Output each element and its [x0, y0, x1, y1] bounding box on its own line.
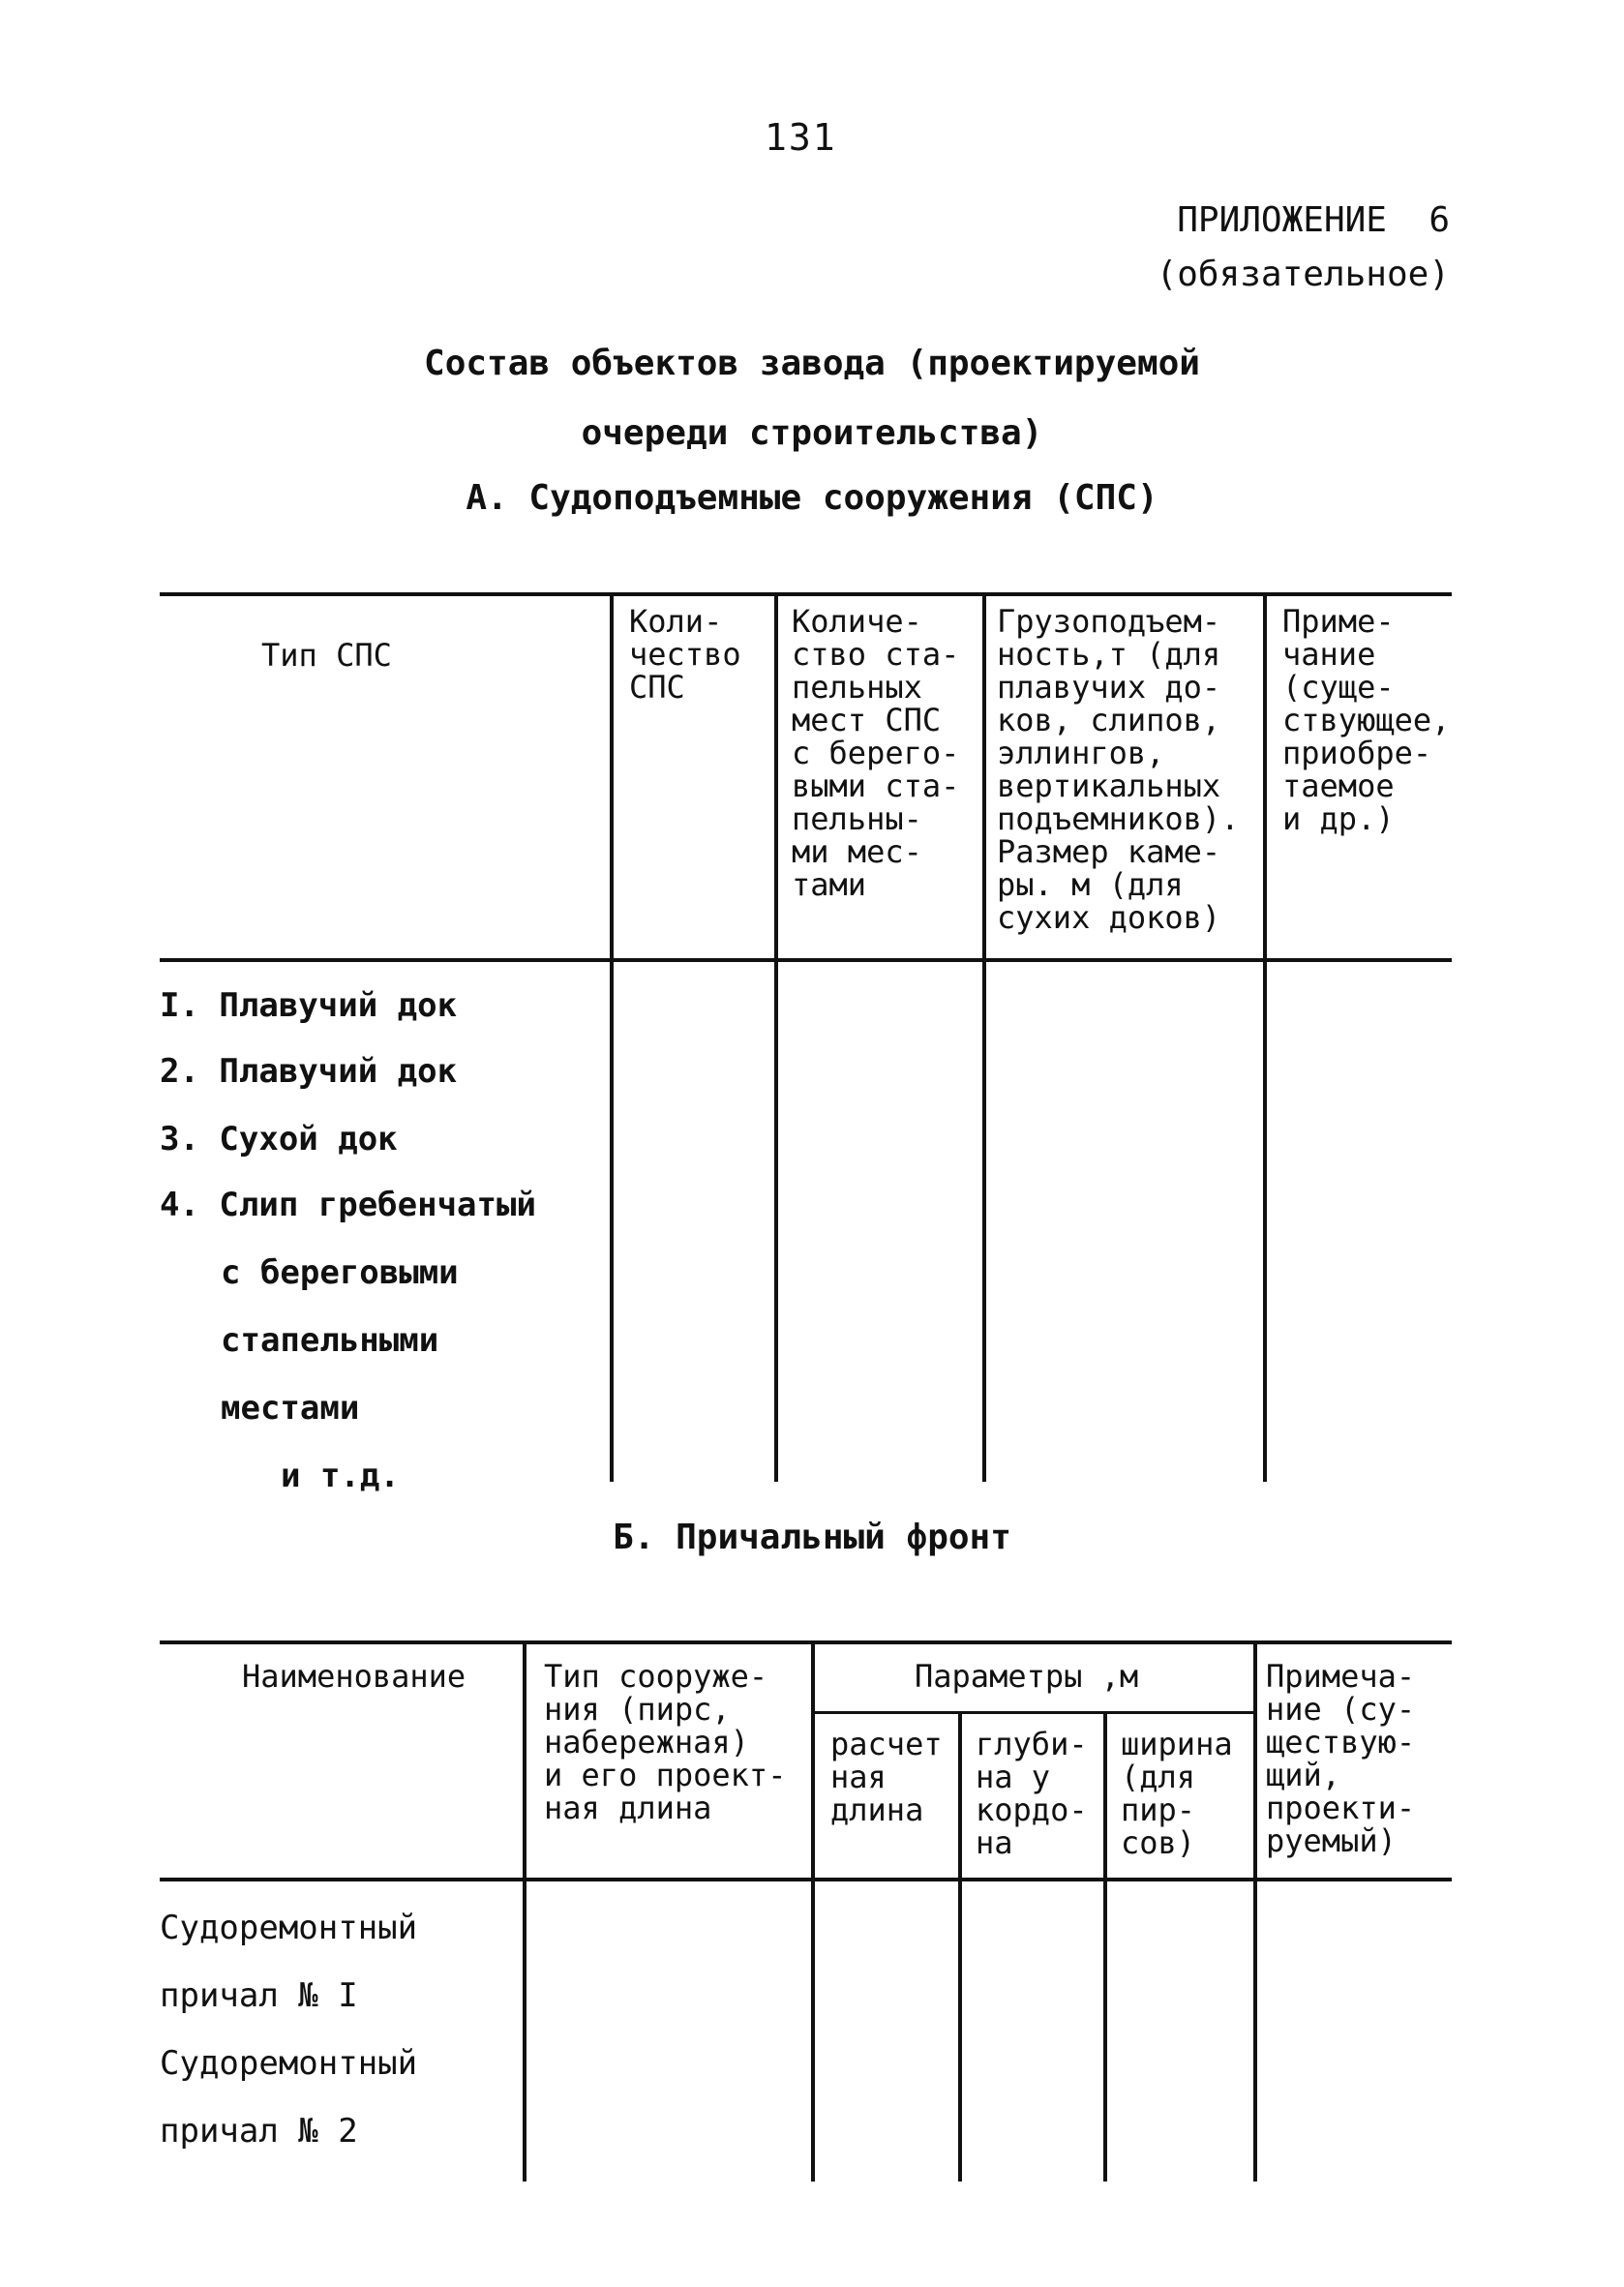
table-a-divider — [1263, 596, 1267, 1482]
table-b-subheader-width: ширина (для пир- сов) — [1121, 1726, 1233, 1861]
table-b-divider — [958, 1711, 962, 2182]
table-b-params-rule — [811, 1711, 1256, 1714]
table-b-row: причал № 2 — [160, 2112, 358, 2151]
section-b-heading: Б. Причальный фронт — [613, 1518, 1011, 1557]
table-a-row: местами — [221, 1389, 360, 1428]
table-b-header-note: Примеча- ние (су- ществую- щий, проекти- руемый) — [1266, 1658, 1416, 1859]
table-a-header-capacity: Грузоподъем- ность,т (для плавучих до- ков, слипов, эллингов, вертикальных подъемников). Размер каме- ры. м (для сухих доков) — [997, 603, 1240, 936]
table-a-header-berths: Количе- ство ста- пельных мест СПС с берего- выми ста- пельны- ми мес- тами — [792, 603, 960, 903]
table-b-row: Судоремонтный — [160, 1909, 418, 1947]
table-b-subheader-depth: глуби- на у кордо- на — [976, 1726, 1088, 1861]
table-a-top-rule — [160, 592, 1452, 596]
table-a-header-count: Коли- чество СПС — [629, 603, 741, 706]
document-title-line2: очереди строительства) — [581, 413, 1043, 453]
table-b-header-name: Наименование — [242, 1658, 466, 1695]
page-number: 131 — [765, 116, 837, 159]
table-a-header-type: Тип СПС — [261, 637, 392, 674]
table-b-divider — [1253, 1644, 1257, 2182]
table-b-header-params: Параметры ,м — [915, 1658, 1139, 1695]
table-a-row: 4. Слип гребенчатый — [160, 1186, 536, 1224]
table-b-divider — [811, 1644, 815, 2182]
table-a-divider — [982, 596, 986, 1482]
table-b-header-rule — [160, 1878, 1452, 1881]
table-b-top-rule — [160, 1640, 1452, 1644]
appendix-block — [1157, 194, 1450, 302]
appendix-note: (обязательное) — [1156, 255, 1450, 294]
table-b-subheader-length: расчет ная длина — [830, 1726, 943, 1828]
table-a-row: I. Плавучий док — [160, 986, 458, 1025]
table-b-row: причал № I — [160, 1976, 358, 2015]
table-a-header-note: Приме- чание (суще- ствующее, приобре- таемое и др.) — [1282, 603, 1451, 837]
section-a-heading: А. Судоподъемные сооружения (СПС) — [466, 478, 1158, 518]
table-b-row: Судоремонтный — [160, 2044, 418, 2083]
appendix-label: ПРИЛОЖЕНИЕ 6 — [1177, 200, 1450, 240]
table-a-row: с береговыми — [221, 1253, 459, 1292]
table-a-row: 3. Сухой док — [160, 1120, 398, 1159]
document-title-line1: Состав объектов завода (проектируемой — [424, 344, 1200, 383]
table-a-divider — [610, 596, 614, 1482]
table-b-divider — [1103, 1711, 1107, 2182]
table-b-divider — [523, 1644, 526, 2182]
table-a-row: 2. Плавучий док — [160, 1052, 458, 1091]
table-a-row: стапельными — [221, 1321, 439, 1360]
table-a-row: и т.д. — [281, 1457, 400, 1495]
table-a-header-rule — [160, 958, 1452, 962]
table-a-divider — [774, 596, 778, 1482]
table-b-header-type: Тип сооруже- ния (пирс, набережная) и его проект- ная длина — [544, 1658, 787, 1826]
